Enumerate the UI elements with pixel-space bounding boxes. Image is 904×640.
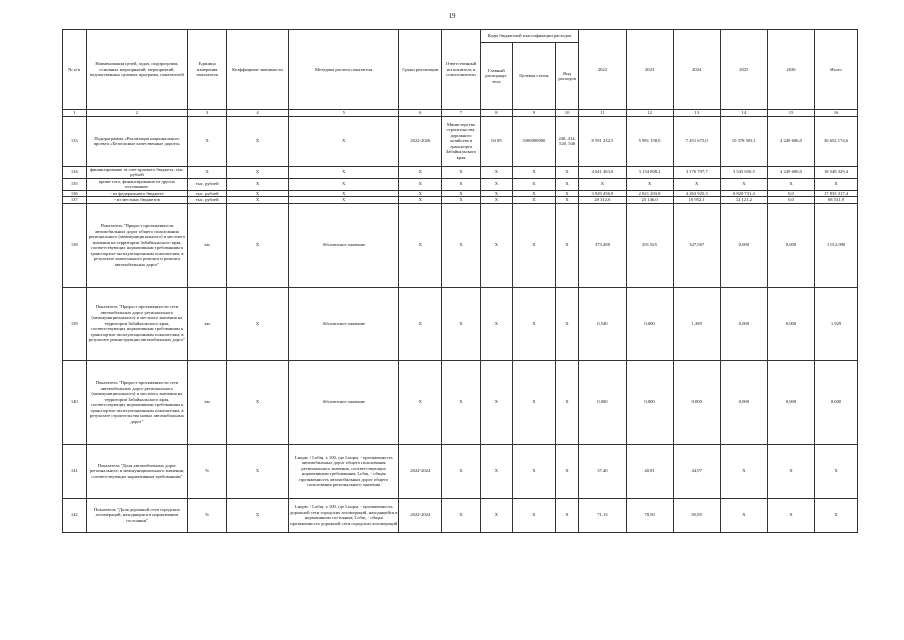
- row-coefficient: X: [226, 197, 288, 204]
- row-method: X: [289, 178, 399, 190]
- row-name: кроме того, финансирование из других источников:: [86, 178, 188, 190]
- row-period: X: [399, 197, 442, 204]
- indicators-table: [62, 29, 858, 533]
- col-number: 10: [555, 110, 579, 117]
- row-name: - из федерального бюджета: [86, 190, 188, 197]
- row-expense-type: X: [555, 190, 579, 197]
- col-number: 7: [442, 110, 481, 117]
- row-value-2026: 0,000: [767, 287, 814, 360]
- row-unit: X: [188, 166, 227, 178]
- row-value-2022: 4 641 463,0: [579, 166, 626, 178]
- row-number: 138: [63, 203, 87, 287]
- page-number: 19: [448, 12, 456, 20]
- row-main-manager: X: [480, 287, 512, 360]
- row-value-2026: 0,000: [767, 360, 814, 444]
- row-period: X: [399, 287, 442, 360]
- table-row: [63, 444, 858, 498]
- row-total: 1,929: [815, 287, 858, 360]
- row-method: X: [289, 166, 399, 178]
- row-value-2022: 373,498: [579, 203, 626, 287]
- row-responsible: X: [442, 287, 481, 360]
- row-name: - из местных бюджетов: [86, 197, 188, 204]
- row-number: 137: [63, 197, 87, 204]
- table-row: [63, 498, 858, 532]
- header-method: Методика расчета показателя: [289, 30, 399, 110]
- row-number: 140: [63, 360, 87, 444]
- row-unit: %: [188, 444, 227, 498]
- row-main-manager: X: [480, 178, 512, 190]
- row-value-2024: 44,97: [673, 444, 720, 498]
- row-target-article: X: [512, 498, 555, 532]
- row-unit: тыс. рублей: [188, 178, 227, 190]
- row-value-2024: 85,85: [673, 498, 720, 532]
- row-value-2022: 0,000: [579, 360, 626, 444]
- row-name: Показатель "Прирост протяженности автомобильных дорог общего пользования регионального (межмуниципального) и местного значения на территории Забайкальского края, соответствующих нормативным требованиям к транспортно-эксплуатационным показателям, в результате капитального ремонта и ремонта автомобильных дорог": [86, 203, 188, 287]
- row-value-2025: 0,000: [720, 287, 767, 360]
- row-total: 0,000: [815, 360, 858, 444]
- row-unit: км: [188, 203, 227, 287]
- row-value-2026: X: [767, 178, 814, 190]
- row-coefficient: X: [226, 166, 288, 178]
- row-period: X: [399, 360, 442, 444]
- row-value-2022: 71,13: [579, 498, 626, 532]
- col-number: 9: [512, 110, 555, 117]
- row-name: Показатель "Прирост протяженности сети автомобильных дорог регионального (межмуниципального) и местного значения на территории Забайкальского края, соответствующих нормативным требованиям к транспортно-эксплуатационным показателям, в результате строительства новых автомобильных дорог": [86, 360, 188, 444]
- row-coefficient: X: [226, 190, 288, 197]
- row-value-2025: 3 545 650,5: [720, 166, 767, 178]
- row-value-2024: 0,000: [673, 360, 720, 444]
- col-number: 12: [626, 110, 673, 117]
- header-year-2023: 2023: [626, 30, 673, 110]
- row-value-2022: 0,540: [579, 287, 626, 360]
- row-expense-type: 240, 414, 520, 540: [555, 116, 579, 166]
- row-target-article: X: [512, 166, 555, 178]
- row-value-2023: 0,000: [626, 360, 673, 444]
- table-row: [63, 287, 858, 360]
- row-expense-type: X: [555, 498, 579, 532]
- table-row: [63, 203, 858, 287]
- row-main-manager: X: [480, 203, 512, 287]
- row-expense-type: X: [555, 197, 579, 204]
- row-total: 18 548 329,4: [815, 166, 858, 178]
- row-value-2026: 0,000: [767, 203, 814, 287]
- row-coefficient: X: [226, 498, 288, 532]
- col-number: 13: [673, 110, 720, 117]
- row-value-2023: X: [626, 178, 673, 190]
- row-method: Абсолютное значение: [289, 287, 399, 360]
- row-method: Абсолютное значение: [289, 360, 399, 444]
- row-coefficient: X: [226, 360, 288, 444]
- row-unit: км: [188, 360, 227, 444]
- header-year-2024: 2024: [673, 30, 720, 110]
- row-value-2024: X: [673, 178, 720, 190]
- row-value-2025: X: [720, 178, 767, 190]
- col-number: 14: [720, 110, 767, 117]
- row-value-2026: X: [767, 498, 814, 532]
- row-value-2023: 0,000: [626, 287, 673, 360]
- row-total: 17 835 317,4: [815, 190, 858, 197]
- row-value-2025: 0,000: [720, 360, 767, 444]
- row-value-2023: 78,50: [626, 498, 673, 532]
- row-coefficient: X: [226, 116, 288, 166]
- row-expense-type: X: [555, 178, 579, 190]
- row-name: Показатель "Доля автомобильных дорог регионального и межмуниципального значения, соответствующих нормативным требованиям": [86, 444, 188, 498]
- row-responsible: X: [442, 498, 481, 532]
- col-number: 2: [86, 110, 188, 117]
- row-total: 68 531,9: [815, 197, 858, 204]
- row-responsible: X: [442, 360, 481, 444]
- row-value-2026: 0,0: [767, 190, 814, 197]
- row-period: 2022-2026: [399, 116, 442, 166]
- row-main-manager: X: [480, 166, 512, 178]
- row-main-manager: X: [480, 498, 512, 532]
- row-unit: %: [188, 498, 227, 532]
- row-value-2022: 3 929 456,9: [579, 190, 626, 197]
- header-period: Сроки реализации: [399, 30, 442, 110]
- row-responsible: X: [442, 444, 481, 498]
- row-value-2024: 10 952,1: [673, 197, 720, 204]
- row-coefficient: X: [226, 203, 288, 287]
- row-responsible: X: [442, 178, 481, 190]
- row-name: Подпрограмма «Реализация национального проекта «Безопасные качественные дороги»: [86, 116, 188, 166]
- table-header: [63, 30, 858, 117]
- row-expense-type: X: [555, 444, 579, 498]
- row-period: X: [399, 203, 442, 287]
- col-number: 5: [289, 110, 399, 117]
- header-coef: Коэффициент значимости: [226, 30, 288, 110]
- row-responsible: X: [442, 166, 481, 178]
- header-year-2025: 2025: [720, 30, 767, 110]
- row-main-manager: X: [480, 197, 512, 204]
- header-num: № п/п: [63, 30, 87, 110]
- row-value-2023: 3 134 808,2: [626, 166, 673, 178]
- row-value-2026: 0,0: [767, 197, 814, 204]
- row-value-2025: X: [720, 444, 767, 498]
- row-number: 135: [63, 178, 87, 190]
- row-value-2024: 3 176 797,7: [673, 166, 720, 178]
- row-period: 2022-2024: [399, 498, 442, 532]
- row-number: 134: [63, 166, 87, 178]
- row-target-article: X: [512, 190, 555, 197]
- row-target-article: X: [512, 197, 555, 204]
- row-main-manager: X: [480, 190, 512, 197]
- col-number: 8: [480, 110, 512, 117]
- col-number: 4: [226, 110, 288, 117]
- col-number: 6: [399, 110, 442, 117]
- header-responsible: Ответственный исполнитель и соисполнители: [442, 30, 481, 110]
- row-period: X: [399, 178, 442, 190]
- row-value-2025: 0,000: [720, 203, 767, 287]
- row-responsible: X: [442, 203, 481, 287]
- row-unit: км: [188, 287, 227, 360]
- row-method: X: [289, 116, 399, 166]
- row-value-2024: 4 263 925,3: [673, 190, 720, 197]
- header-year-2022: 2022: [579, 30, 626, 110]
- header-main-manager: Главный распоряди-тель: [480, 43, 512, 110]
- row-expense-type: X: [555, 287, 579, 360]
- row-responsible: Министерство строительства, дорожного хозяйства и транспорта Забайкальского края: [442, 116, 481, 166]
- row-value-2023: 25 146,0: [626, 197, 673, 204]
- row-target-article: X: [512, 444, 555, 498]
- row-unit: тыс. рублей: [188, 197, 227, 204]
- row-total: 36 652 174,6: [815, 116, 858, 166]
- row-value-2026: 4 249 606,0: [767, 116, 814, 166]
- row-method: X: [289, 190, 399, 197]
- col-number: 16: [815, 110, 858, 117]
- row-period: X: [399, 166, 442, 178]
- row-value-2026: X: [767, 444, 814, 498]
- header-total: Итого: [815, 30, 858, 110]
- table-row: [63, 116, 858, 166]
- row-value-2023: 40,81: [626, 444, 673, 498]
- row-unit: X: [188, 116, 227, 166]
- row-unit: тыс. рублей: [188, 190, 227, 197]
- header-year-2026: 2026: [767, 30, 814, 110]
- row-expense-type: X: [555, 360, 579, 444]
- row-method: X: [289, 197, 399, 204]
- row-total: X: [815, 178, 858, 190]
- row-target-article: X: [512, 287, 555, 360]
- row-value-2022: 37,40: [579, 444, 626, 498]
- row-name: Показатель "Доля дорожной сети городских агломераций, находящаяся в нормативном состоянии": [86, 498, 188, 532]
- row-number: 133: [63, 116, 87, 166]
- row-value-2024: 1,389: [673, 287, 720, 360]
- row-target-article: X: [512, 178, 555, 190]
- row-total: X: [815, 444, 858, 498]
- row-value-2024: 7 451 675,0: [673, 116, 720, 166]
- header-target-article: Целевая статья: [512, 43, 555, 110]
- table-row: [63, 360, 858, 444]
- row-value-2023: 5 981 158,0: [626, 116, 673, 166]
- row-period: X: [399, 190, 442, 197]
- row-number: 136: [63, 190, 87, 197]
- row-value-2024: 347,567: [673, 203, 720, 287]
- row-period: 2022-2024: [399, 444, 442, 498]
- row-coefficient: X: [226, 178, 288, 190]
- row-value-2023: 2 821 203,8: [626, 190, 673, 197]
- row-expense-type: X: [555, 203, 579, 287]
- row-responsible: X: [442, 197, 481, 204]
- row-target-article: X: [512, 203, 555, 287]
- col-number: 3: [188, 110, 227, 117]
- row-main-manager: 04 09: [480, 116, 512, 166]
- header-expense-type: Вид расходов: [555, 43, 579, 110]
- row-name: Показатель "Прирост протяженности сети автомобильных дорог регионального (межмуниципального) и местного значения на территории Забайкальского края, соответствующих нормативным требованиям к транспортно-эксплуатационным показателям, в результате реконструкции автомобильных дорог": [86, 287, 188, 360]
- row-number: 142: [63, 498, 87, 532]
- row-method: Lнорм. / Lобщ. x 100, где Lнорм. - протяженность автомобильных дорог общего пользования регионального значения, соответствующих нормативным требованиям; Lобщ. - общая протяженность автомобильных дорог общего пользования регионального значения: [289, 444, 399, 498]
- row-main-manager: X: [480, 360, 512, 444]
- row-method: Lнорм. / Lобщ. x 100, где Lнорм. - протяженность дорожной сети городских агломераций, находящейся в нормативном состоянии; Lобщ. - общая протяженность дорожной сети городских агломераций: [289, 498, 399, 532]
- row-value-2022: 8 591 232,5: [579, 116, 626, 166]
- row-value-2025: 10 378 503,1: [720, 116, 767, 166]
- col-number: 15: [767, 110, 814, 117]
- row-value-2025: X: [720, 498, 767, 532]
- table-row: [63, 178, 858, 190]
- row-responsible: X: [442, 190, 481, 197]
- col-number: 11: [579, 110, 626, 117]
- col-number: 1: [63, 110, 87, 117]
- row-total: X: [815, 498, 858, 532]
- row-coefficient: X: [226, 287, 288, 360]
- row-method: Абсолютное значение: [289, 203, 399, 287]
- row-value-2022: 20 312,6: [579, 197, 626, 204]
- row-value-2022: X: [579, 178, 626, 190]
- header-budget-codes: Коды бюджетной классификации расходов: [480, 30, 579, 43]
- row-value-2025: 12 121,2: [720, 197, 767, 204]
- table-row: [63, 166, 858, 178]
- row-target-article: X: [512, 360, 555, 444]
- row-number: 139: [63, 287, 87, 360]
- row-main-manager: X: [480, 444, 512, 498]
- row-expense-type: X: [555, 166, 579, 178]
- row-number: 141: [63, 444, 87, 498]
- table-body: [63, 116, 858, 532]
- header-unit: Единица измерения показателя: [188, 30, 227, 110]
- row-total: 1 012,990: [815, 203, 858, 287]
- row-value-2025: 6 820 731,4: [720, 190, 767, 197]
- header-name: Наименования целей, задач, подпрограмм, основных мероприятий, мероприятий, ведомственных целевых программ, показателей: [86, 30, 188, 110]
- row-target-article: 3300000000: [512, 116, 555, 166]
- row-name: финансирование за счет краевого бюджета, тыс. рублей: [86, 166, 188, 178]
- row-value-2026: 4 249 606,0: [767, 166, 814, 178]
- row-value-2023: 291,925: [626, 203, 673, 287]
- row-coefficient: X: [226, 444, 288, 498]
